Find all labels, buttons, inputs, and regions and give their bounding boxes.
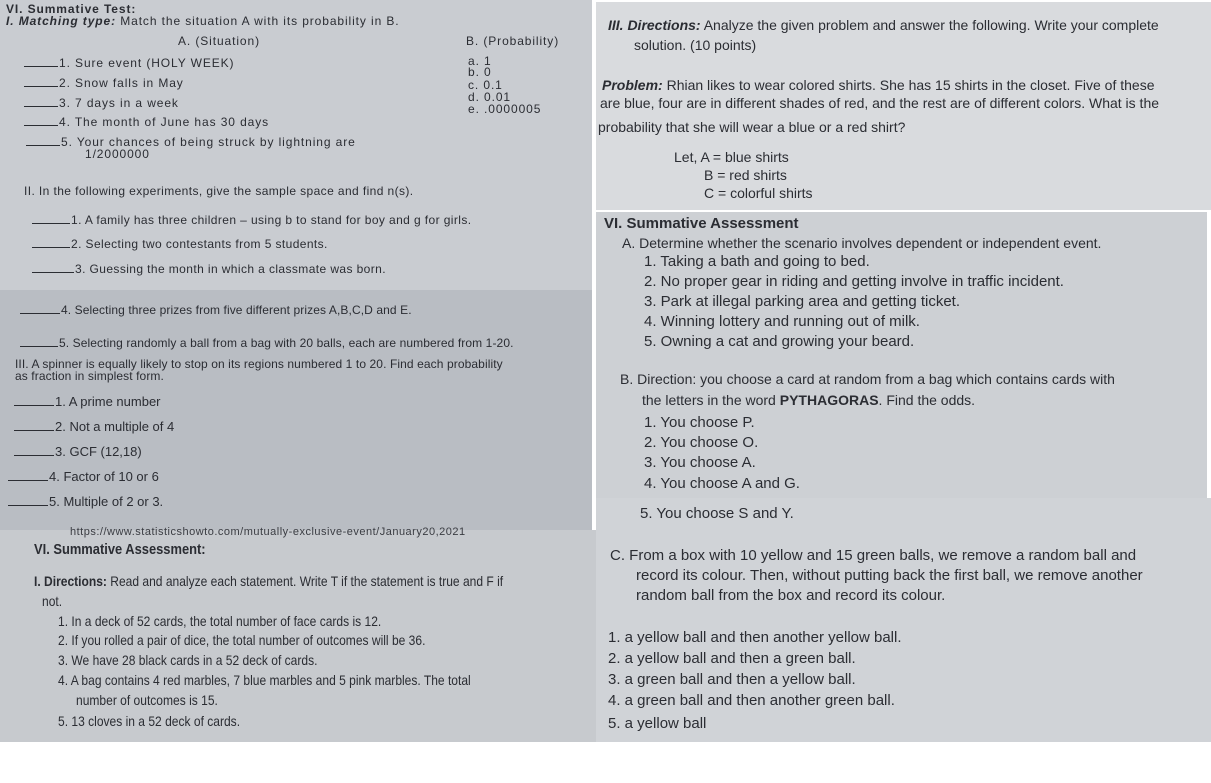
tf-directions: I. Directions: Read and analyze each statement. Write T if the statement is true and F if [34,573,504,589]
problem-line: Problem: Rhian likes to wear colored shirts. She has 15 shirts in the closet. Five of these [602,77,1155,93]
experiment-item: 4. Selecting three prizes from five different prizes A,B,C,D and E. [20,302,412,316]
column-b-header: B. (Probability) [466,34,560,48]
event-item: 1. Taking a bath and going to bed. [644,253,870,270]
probability-choice: b. 0 [468,65,492,79]
part-c-line: random ball from the box and record its colour. [636,587,946,604]
part2-instruction: II. In the following experiments, give the sample space and find n(s). [24,184,414,198]
let-b: B = red shirts [704,167,787,183]
matching-item: 1. Sure event (HOLY WEEK) [24,55,234,69]
probability-choice: e. .0000005 [468,102,542,116]
directions-line: III. Directions: Analyze the given problem and answer the following. Write your complete [608,17,1159,33]
probability-choice: a. 1 [468,54,492,68]
event-item: 2. No proper gear in riding and getting involve in traffic incident. [644,273,1064,290]
part-b-instruction-2: the letters in the word PYTHAGORAS. Find the odds. [642,392,976,408]
tf-item: 5. 13 cloves in a 52 deck of cards. [58,713,241,729]
part-b-instruction: B. Direction: you choose a card at random from a bag which contains cards with [620,371,1115,387]
let-a: Let, A = blue shirts [674,149,789,165]
experiment-item: 3. Guessing the month in which a classmate was born. [32,261,386,275]
section-heading: VI. Summative Test: [6,2,137,16]
part3-instruction: III. A spinner is equally likely to stop on its regions numbered 1 to 20. Find each probability [15,357,503,371]
matching-item-continued: 1/2000000 [85,147,150,161]
odds-item: 5. You choose S and Y. [640,505,794,522]
let-c: C = colorful shirts [704,185,813,201]
tf-item: 1. In a deck of 52 cards, the total number of face cards is 12. [58,613,382,629]
matching-item: 3. 7 days in a week [24,95,179,109]
summative-test-panel [0,0,592,530]
experiment-item: 2. Selecting two contestants from 5 students. [32,236,328,250]
problem-panel [596,2,1211,210]
odds-item: 2. You choose O. [644,434,759,451]
ball-item: 5. a yellow ball [608,715,707,732]
spinner-item: 3. GCF (12,18) [14,444,142,458]
problem-line-3: probability that she will wear a blue or a red shirt? [598,119,906,135]
true-false-panel [0,526,596,742]
odds-item: 4. You choose A and G. [644,475,800,492]
directions-line-2: solution. (10 points) [634,37,757,53]
odds-item: 3. You choose A. [644,454,756,471]
event-item: 4. Winning lottery and running out of milk. [644,313,920,330]
tf-item: 3. We have 28 black cards in a 52 deck of cards. [58,652,318,668]
column-a-header: A. (Situation) [178,34,260,48]
tf-directions-2: not. [42,593,63,609]
ball-item: 3. a green ball and then a yellow ball. [608,671,856,688]
matching-item: 2. Snow falls in May [24,75,184,89]
tf-item-continued: number of outcomes is 15. [76,692,218,708]
spinner-item: 4. Factor of 10 or 6 [8,469,159,483]
ball-item: 1. a yellow ball and then another yellow ball. [608,629,902,646]
part-c-line: C. From a box with 10 yellow and 15 green balls, we remove a random ball and [610,547,1137,564]
tf-item: 2. If you rolled a pair of dice, the total number of outcomes will be 36. [58,632,426,648]
ball-item: 4. a green ball and then another green ball. [608,692,895,709]
experiment-item: 5. Selecting randomly a ball from a bag with 20 balls, each are numbered from 1-20. [20,335,514,349]
spinner-item: 5. Multiple of 2 or 3. [8,494,163,508]
matching-item: 5. Your chances of being struck by lightning are [26,134,356,148]
part1-instruction: I. Matching type: Match the situation A with its probability in B. [6,14,400,28]
assessment-heading: VI. Summative Assessment [604,215,799,232]
odds-item: 1. You choose P. [644,414,755,431]
matching-item: 4. The month of June has 30 days [24,114,269,128]
ball-item: 2. a yellow ball and then a green ball. [608,650,856,667]
dependent-events-panel [596,498,1211,742]
spinner-item: 2. Not a multiple of 4 [14,419,174,433]
cropped-source-line: https://www.statisticshowto.com/mutually-exclusive-event/January20,2021 [70,526,466,538]
tf-item: 4. A bag contains 4 red marbles, 7 blue marbles and 5 pink marbles. The total [58,672,471,688]
part3-instruction-continued: as fraction in simplest form. [15,369,164,383]
problem-line-2: are blue, four are in different shades of red, and the rest are of different colors. What is the [600,95,1160,111]
probability-choice: d. 0.01 [468,90,511,104]
event-item: 3. Park at illegal parking area and getting ticket. [644,293,961,310]
tf-heading: VI. Summative Assessment: [34,541,206,558]
part-c-line: record its colour. Then, without putting back the first ball, we remove another [636,567,1143,584]
assessment-panel [596,212,1207,498]
experiment-item: 1. A family has three children – using b to stand for boy and g for girls. [32,212,471,226]
probability-choice: c. 0.1 [468,78,503,92]
event-item: 5. Owning a cat and growing your beard. [644,333,915,350]
part-a-instruction: A. Determine whether the scenario involves dependent or independent event. [622,235,1102,251]
spinner-item: 1. A prime number [14,394,161,408]
